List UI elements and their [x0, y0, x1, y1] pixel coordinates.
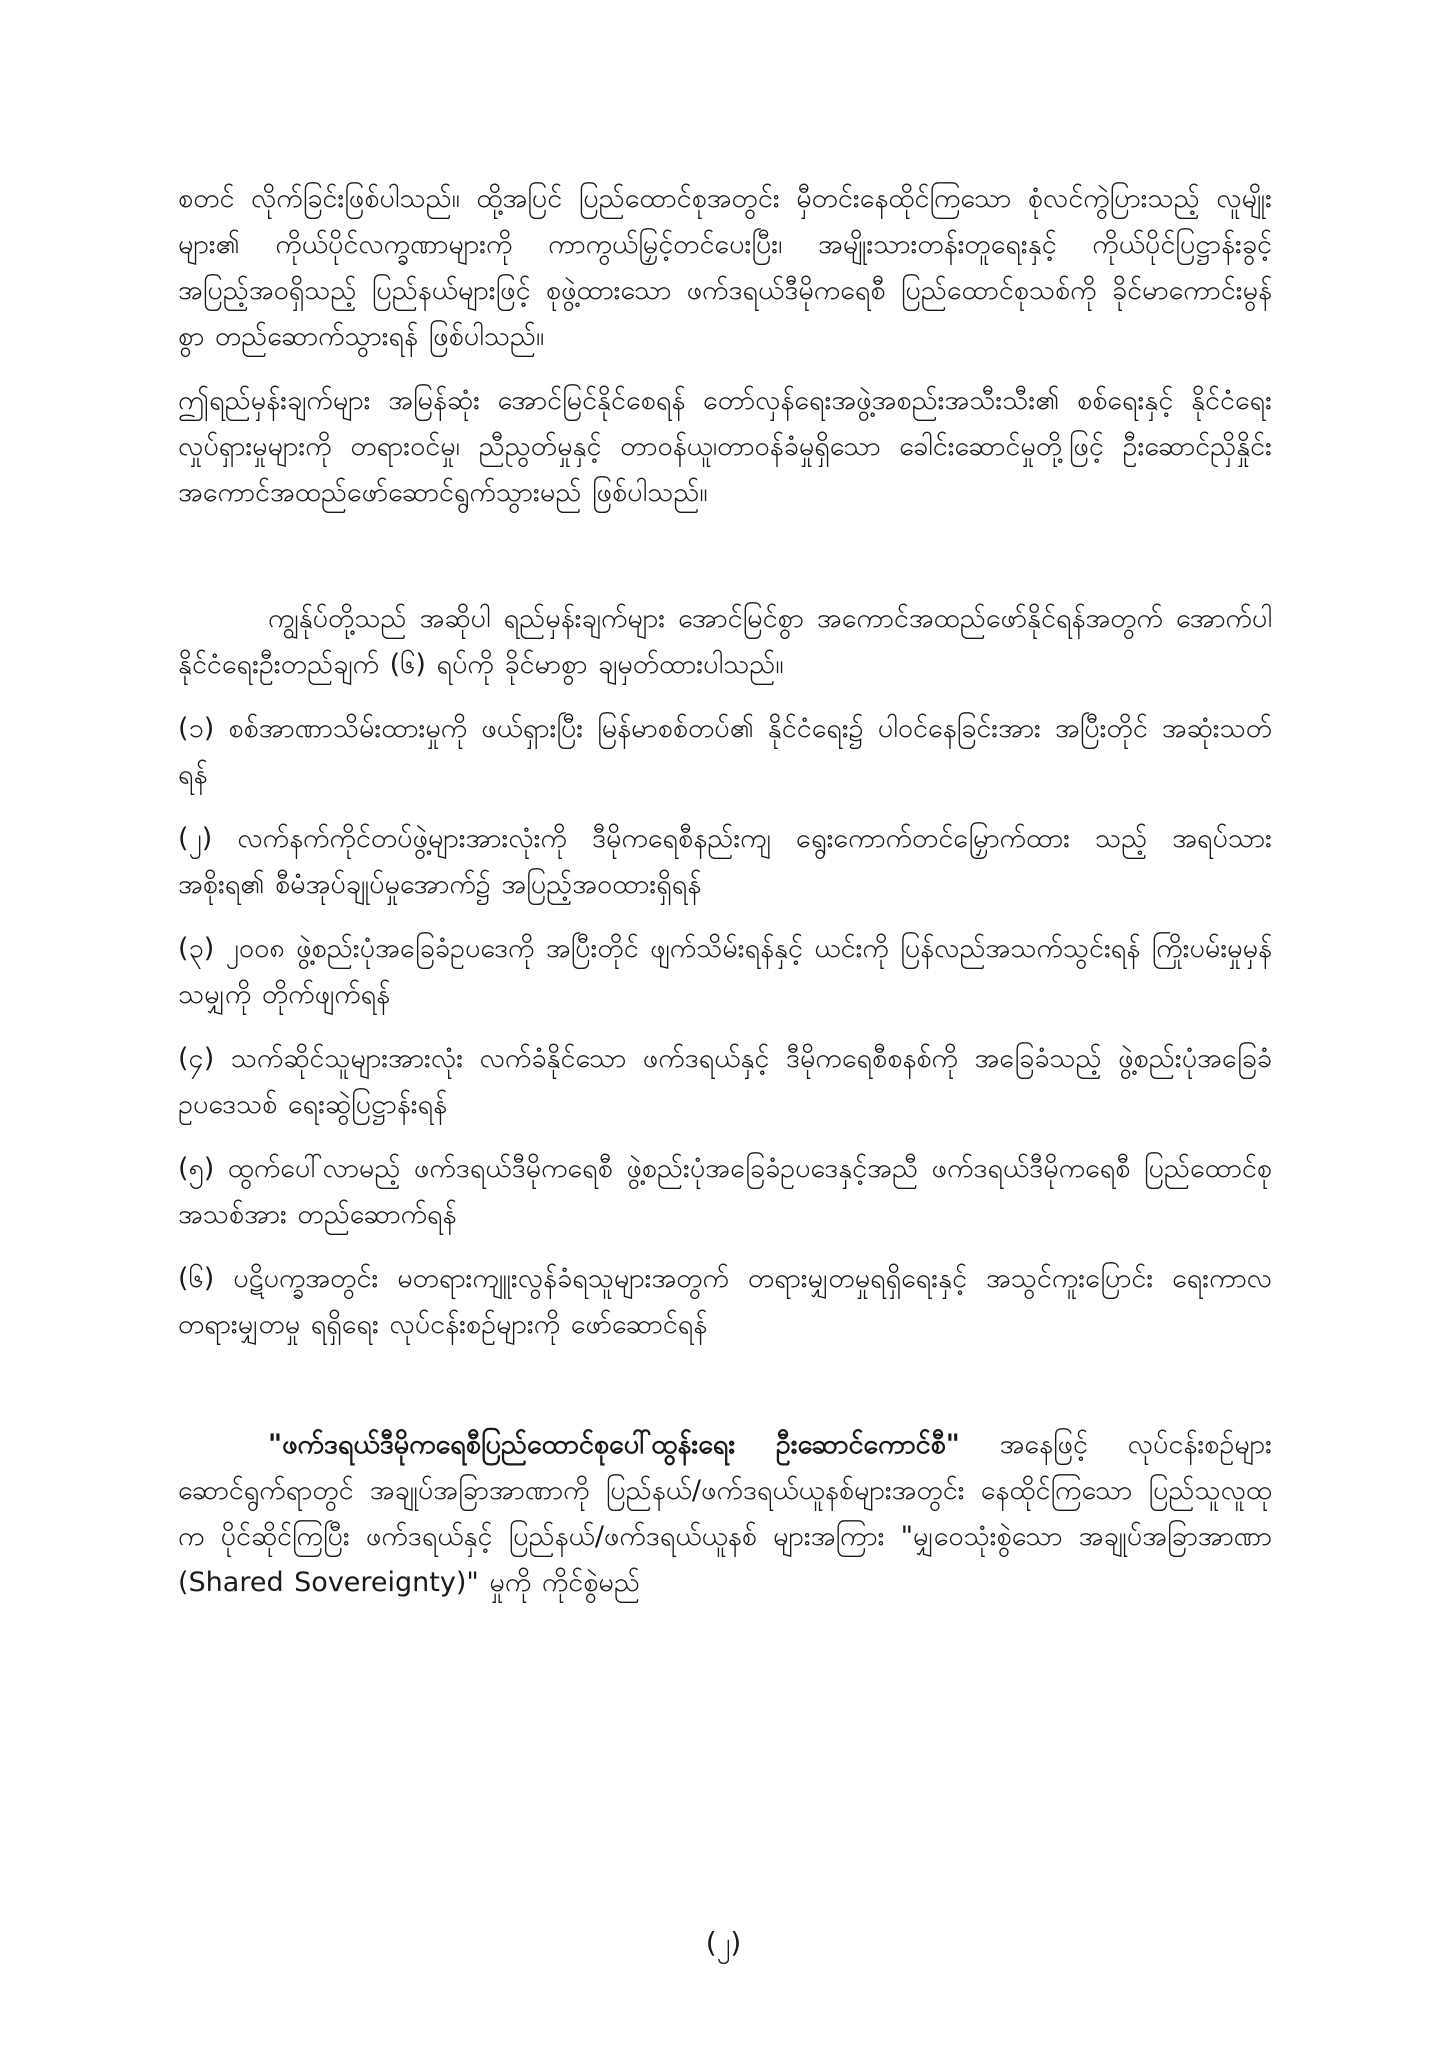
objective-item-3: (၃) ၂၀၀၈ ဖွဲ့စည်းပုံအခြေခံဥပဒေကို အပြီးတိုင် ဖျက်သိမ်းရန်နှင့် ယင်းကို ပြန်လည်အသက်သွင်းရန် ကြိုးပမ်းမှုမှန်သမျှကို တိုက်ဖျက်ရန်: [178, 933, 1272, 1010]
paragraph-leadership: ဤရည်မှန်းချက်များ အမြန်ဆုံး အောင်မြင်နိုင်စေရန် တော်လှန်ရေးအဖွဲ့အစည်းအသီးသီး၏ စစ်ရေးနှင့် နိုင်ငံရေးလှုပ်ရှားမှုများကို တရားဝင်မှု၊ ညီညွတ်မှုနှင့် တာဝန်ယူ၊တာဝန်ခံမှုရှိသော ခေါင်းဆောင်မှုတို့ဖြင့် ဦးဆောင်ညှိနှိုင်း အကောင်အထည်ဖော်ဆောင်ရွက်သွားမည် ဖြစ်ပါသည်။: [178, 385, 1272, 508]
objective-item-5: (၅) ထွက်ပေါ်လာမည့် ဖက်ဒရယ်ဒီမိုကရေစီ ဖွဲ့စည်းပုံအခြေခံဥပဒေနှင့်အညီ ဖက်ဒရယ်ဒီမိုကရေစီ ပြည်ထောင်စုအသစ်အား တည်ဆောက်ရန်: [178, 1153, 1272, 1230]
objective-item-6: (၆) ပဋိပက္ခအတွင်း မတရားကျူးလွန်ခံရသူများအတွက် တရားမျှတမှုရရှိရေးနှင့် အသွင်ကူးပြောင်း ရေးကာလ တရားမျှတမှု ရရှိရေး လုပ်ငန်းစဉ်များကို ဖော်ဆောင်ရန်: [178, 1263, 1272, 1340]
objective-item-1: (၁) စစ်အာဏာသိမ်းထားမှုကို ဖယ်ရှားပြီး မြန်မာစစ်တပ်၏ နိုင်ငံရေး၌ ပါဝင်နေခြင်းအား အပြီးတိုင် အဆုံးသတ်ရန်: [178, 713, 1272, 790]
document-body: [178, 176, 1272, 1606]
objective-item-4: (၄) သက်ဆိုင်သူများအားလုံး လက်ခံနိုင်သော ဖက်ဒရယ်နှင့် ဒီမိုကရေစီစနစ်ကို အခြေခံသည့် ဖွဲ့စည်းပုံအခြေခံဥပဒေသစ် ရေးဆွဲပြဋ္ဌာန်းရန်: [178, 1043, 1272, 1120]
paragraph-closing: [178, 1422, 1272, 1606]
paragraph-objectives-intro: ကျွန်ုပ်တို့သည် အဆိုပါ ရည်မှန်းချက်များ အောင်မြင်စွာ အကောင်အထည်ဖော်နိုင်ရန်အတွက် အောက်ပါ နိုင်ငံရေးဦးတည်ချက် (၆) ရပ်ကို ခိုင်မာစွာ ချမှတ်ထားပါသည်။: [178, 603, 1272, 680]
council-name: "ဖက်ဒရယ်ဒီမိုကရေစီပြည်ထောင်စုပေါ်ထွန်းရေး ဦးဆောင်ကောင်စီ": [268, 1429, 960, 1460]
page-number: (၂): [705, 1926, 742, 1959]
closing-text: အနေဖြင့် လုပ်ငန်းစဉ်များ ဆောင်ရွက်ရာတွင် အချုပ်အခြာအာဏာကို ပြည်နယ်/ဖက်ဒရယ်ယူနစ်များအတွင်း နေထိုင်ကြသော ပြည်သူလူထုက ပိုင်ဆိုင်ကြပြီး ဖက်ဒရယ်နှင့် ပြည်နယ်/ဖက်ဒရယ်ယူနစ် များအကြား "မျှဝေသုံးစွဲသော အချုပ်အခြာအာဏာ (Shared Sovereignty)" မှုကို ကိုင်စွဲမည်: [178, 1429, 1272, 1598]
paragraph-intro-continuation: စတင် လိုက်ခြင်းဖြစ်ပါသည်။ ထို့အပြင် ပြည်ထောင်စုအတွင်း မှီတင်းနေထိုင်ကြသော စုံလင်ကွဲပြားသည့် လူမျိုးများ၏ ကိုယ်ပိုင်လက္ခဏာများကို ကာကွယ်မြှင့်တင်ပေးပြီး၊ အမျိုးသားတန်းတူရေးနှင့် ကိုယ်ပိုင်ပြဋ္ဌာန်းခွင့် အပြည့်အဝရှိသည့် ပြည်နယ်များဖြင့် စုဖွဲ့ထားသော ဖက်ဒရယ်ဒီမိုကရေစီ ပြည်ထောင်စုသစ်ကို ခိုင်မာကောင်းမွန်စွာ တည်ဆောက်သွားရန် ဖြစ်ပါသည်။: [178, 183, 1272, 352]
objective-item-2: (၂) လက်နက်ကိုင်တပ်ဖွဲ့များအားလုံးကို ဒီမိုကရေစီနည်းကျ ရွေးကောက်တင်မြှောက်ထား သည့် အရပ်သားအစိုးရ၏ စီမံအုပ်ချုပ်မှုအောက်၌ အပြည့်အဝထားရှိရန်: [178, 823, 1272, 900]
